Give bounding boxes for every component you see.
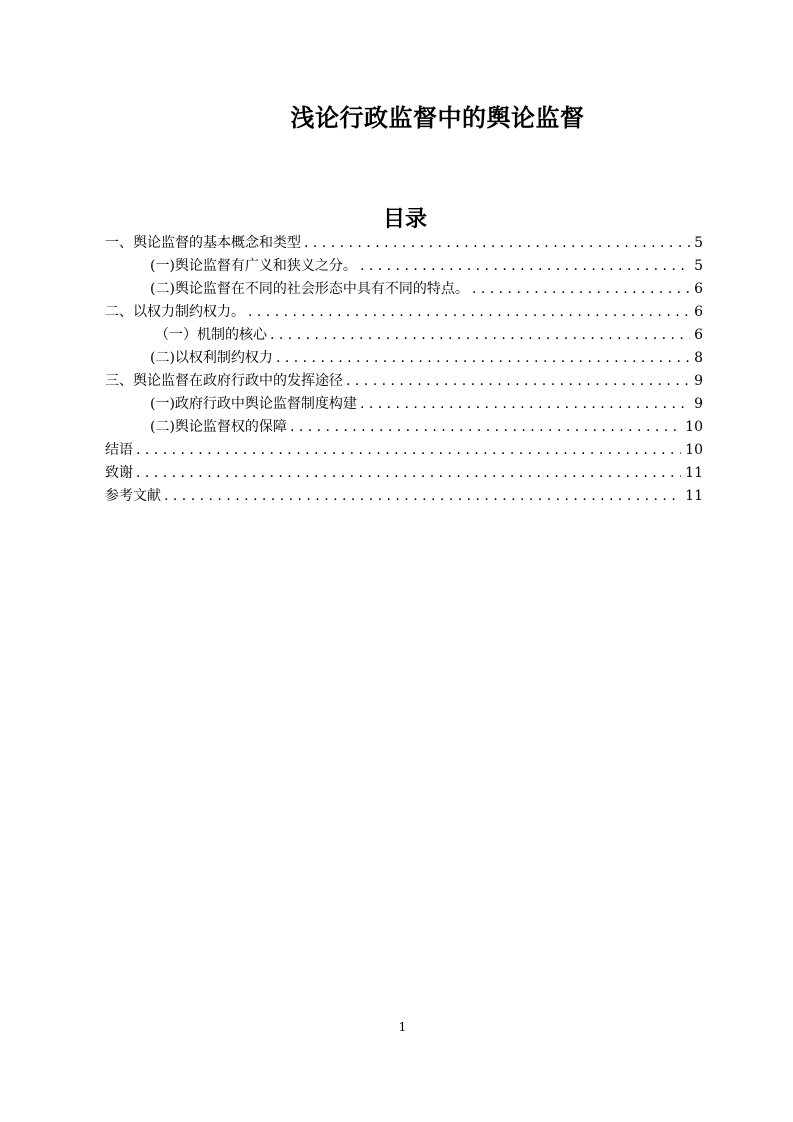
document-title: 浅论行政监督中的舆论监督 — [290, 104, 585, 132]
table-of-contents — [105, 232, 703, 508]
toc-entry-page: 5 — [694, 235, 703, 251]
toc-leader-dots — [360, 258, 690, 274]
toc-entry-page: 5 — [694, 258, 703, 274]
toc-entry-page: 9 — [694, 396, 703, 412]
toc-leader-dots — [164, 488, 681, 504]
toc-leader-dots — [360, 396, 690, 412]
toc-entry-3-2[interactable] — [105, 416, 703, 439]
toc-entry-conclusion[interactable] — [105, 439, 703, 462]
toc-entry-page: 6 — [694, 304, 703, 320]
toc-entry-label: 以权力制约权力。 — [133, 304, 245, 320]
toc-entry-page: 10 — [685, 442, 703, 458]
toc-entry-label: (二)以权利制约权力 — [150, 350, 273, 366]
page-number: 1 — [398, 1020, 407, 1034]
toc-entry-label: 舆论监督在政府行政中的发挥途径 — [133, 373, 343, 389]
toc-leader-dots — [346, 373, 690, 389]
toc-entry-label: （一）机制的核心 — [155, 327, 267, 343]
toc-entry-3-1[interactable] — [105, 393, 703, 416]
toc-entry-label: (一)舆论监督有广义和狭义之分。 — [150, 258, 357, 274]
toc-entry-2-2[interactable] — [105, 347, 703, 370]
toc-entry-3[interactable] — [105, 370, 703, 393]
toc-entry-label: 参考文献 — [105, 488, 161, 504]
toc-leader-dots — [290, 419, 681, 435]
toc-entry-page: 6 — [694, 281, 703, 297]
toc-entry-label: 舆论监督的基本概念和类型 — [133, 235, 301, 251]
toc-entry-label: 结语 — [105, 442, 133, 458]
toc-entry-2[interactable] — [105, 301, 703, 324]
toc-leader-dots — [472, 281, 690, 297]
toc-leader-dots — [276, 350, 690, 366]
toc-entry-references[interactable] — [105, 485, 703, 508]
toc-entry-page: 10 — [685, 419, 703, 435]
toc-leader-dots — [136, 465, 681, 481]
toc-heading: 目录 — [382, 207, 427, 232]
toc-leader-dots — [304, 235, 690, 251]
toc-entry-label: 致谢 — [105, 465, 133, 481]
toc-entry-label: (二)舆论监督权的保障 — [150, 419, 287, 435]
toc-entry-1-1[interactable] — [105, 255, 703, 278]
toc-leader-dots — [270, 327, 690, 343]
toc-entry-acknowledgements[interactable] — [105, 462, 703, 485]
toc-entry-number: 三、 — [105, 373, 133, 389]
toc-entry-number: 二、 — [105, 304, 133, 320]
toc-entry-page: 6 — [694, 327, 703, 343]
toc-entry-label: (一)政府行政中舆论监督制度构建 — [150, 396, 357, 412]
toc-leader-dots — [136, 442, 681, 458]
toc-entry-page: 9 — [694, 373, 703, 389]
toc-entry-number: 一、 — [105, 235, 133, 251]
toc-entry-page: 11 — [685, 488, 703, 504]
toc-entry-1-2[interactable] — [105, 278, 703, 301]
toc-entry-page: 11 — [685, 465, 703, 481]
toc-leader-dots — [248, 304, 690, 320]
toc-entry-label: (二)舆论监督在不同的社会形态中具有不同的特点。 — [150, 281, 469, 297]
toc-entry-1[interactable] — [105, 232, 703, 255]
toc-entry-2-1[interactable] — [105, 324, 703, 347]
toc-entry-page: 8 — [694, 350, 703, 366]
